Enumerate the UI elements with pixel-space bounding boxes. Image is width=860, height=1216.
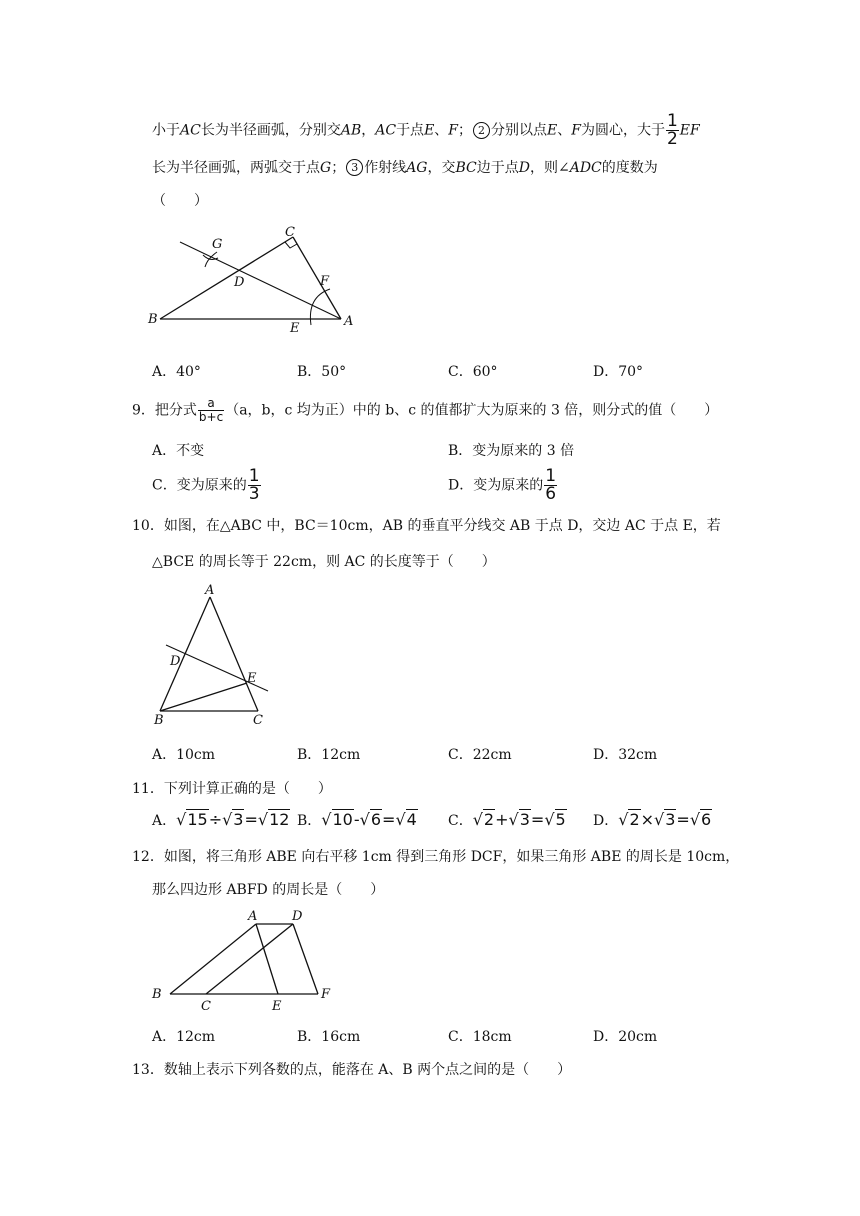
label-G: G [212, 237, 223, 252]
operator: × [640, 810, 655, 829]
q9-stem [132, 397, 718, 424]
q8-option-c[interactable]: C．60° [448, 364, 498, 380]
radicand: 3 [519, 810, 530, 829]
fraction-a-over-b-plus-c [198, 397, 224, 424]
label-C: C [201, 999, 211, 1014]
label-D: D [234, 275, 245, 290]
q12-option-d[interactable]: D．20cm [593, 1029, 658, 1045]
denominator: 6 [545, 484, 557, 504]
q13-stem: 13．数轴上表示下列各数的点，能落在 A、B 两个点之间的是（ ） [132, 1062, 572, 1078]
text: ； [331, 160, 346, 176]
radicand: 2 [483, 810, 495, 829]
label-C: C [253, 713, 263, 728]
numerator: 1 [248, 466, 260, 486]
q9-option-c[interactable] [152, 468, 262, 503]
symbol: D [518, 160, 530, 176]
symbol: G [320, 160, 332, 176]
text: C．变为原来的 [152, 477, 247, 494]
right-angle-mark [285, 242, 297, 248]
text: 、 [434, 122, 449, 139]
label-B: B [154, 713, 164, 728]
segment-BE [160, 683, 247, 711]
radicand: 3 [665, 810, 676, 829]
q10-figure [150, 583, 290, 728]
q12-stem-line-1: 12．如图，将三角形 ABE 向右平移 1cm 得到三角形 DCF，如果三角形 ABE 的周长是 10cm， [132, 849, 740, 865]
q12-figure [148, 906, 348, 1016]
text: ； [458, 122, 473, 139]
text: 边于点 [476, 160, 519, 176]
q8-option-a[interactable]: A．40° [152, 364, 201, 380]
fraction-one-third [248, 468, 261, 503]
text: 9．把分式 [132, 402, 197, 419]
q10-option-a[interactable]: A．10cm [152, 747, 216, 763]
operator: - [353, 810, 360, 829]
q10-option-b[interactable]: B．12cm [297, 747, 361, 763]
operator: ÷ [208, 810, 223, 829]
label-E: E [272, 999, 282, 1014]
sqrt-expression: √2×√3=√6 [618, 810, 712, 829]
segment-AB [170, 924, 256, 994]
sqrt-expression: √15÷√3=√12 [176, 810, 290, 829]
fraction-one-half [666, 113, 679, 148]
label-D: D [292, 909, 303, 924]
text: 于点 [396, 122, 425, 139]
symbol: AG [406, 160, 428, 176]
numerator: a [198, 397, 224, 411]
circled-number-2: 2 [473, 122, 490, 139]
q10-option-c[interactable]: C．22cm [448, 747, 512, 763]
circled-number-3: 3 [346, 159, 363, 176]
symbol: E [547, 122, 558, 139]
label-A: A [205, 583, 215, 598]
q11-option-d[interactable] [593, 810, 712, 830]
text: C． [448, 813, 473, 829]
radicand: 10 [332, 810, 353, 829]
segment-DF [293, 924, 318, 994]
symbol: BC [455, 160, 477, 176]
q11-option-b[interactable] [297, 810, 418, 830]
text: 分别以点 [491, 122, 548, 139]
q8-option-b[interactable]: B．50° [297, 364, 347, 380]
radicand: 2 [629, 810, 640, 829]
text: 为圆心，大于 [580, 122, 665, 139]
q9-option-b[interactable]: B．变为原来的 3 倍 [448, 443, 575, 459]
radicand: 3 [233, 810, 244, 829]
q11-stem: 11．下列计算正确的是（ ） [132, 781, 332, 797]
equals: = [676, 810, 690, 829]
label-D: D [170, 654, 181, 669]
numerator: 1 [545, 466, 557, 486]
label-A: A [248, 909, 258, 924]
label-B: B [148, 312, 158, 327]
q10-stem-line-1: 10．如图，在△ABC 中，BC＝10cm，AB 的垂直平分线交 AB 于点 D，交边 AC 于点 E，若 [132, 518, 721, 534]
text: D． [593, 813, 619, 829]
label-E: E [290, 321, 300, 336]
label-C: C [285, 225, 295, 240]
operator: + [495, 810, 509, 829]
radicand: 12 [269, 810, 290, 829]
text: ，交 [427, 160, 456, 176]
symbol: AC [180, 122, 201, 139]
denominator: b+c [198, 410, 224, 424]
symbol: ADC [569, 160, 602, 176]
text: 长为半径画弧，分别交 [200, 122, 341, 139]
radicand: 6 [701, 810, 712, 829]
text: 的度数为 [601, 160, 658, 176]
label-E: E [247, 671, 257, 686]
q8-line-1 [152, 113, 700, 148]
q9-option-a[interactable]: A．不变 [152, 443, 205, 459]
text: （a，b，c 均为正）中的 b、c 的值都扩大为原来的 3 倍，则分式的值（ ） [225, 402, 719, 419]
equals: = [530, 810, 545, 829]
text: ， [361, 122, 376, 139]
label-F: F [320, 274, 330, 289]
segment-AC [210, 597, 258, 711]
q10-option-d[interactable]: D．32cm [593, 747, 658, 763]
text: 小于 [152, 122, 180, 139]
text: D．变为原来的 [448, 477, 544, 494]
symbol: F [448, 122, 459, 139]
q8-answer-paren: （ ） [152, 193, 208, 209]
q12-option-a[interactable]: A．12cm [152, 1029, 216, 1045]
symbol: E [424, 122, 435, 139]
denominator: 3 [248, 484, 260, 504]
q8-figure [145, 222, 365, 342]
segment-AE [256, 924, 278, 994]
symbol: F [571, 122, 581, 139]
equals: = [382, 810, 396, 829]
segment-CA [293, 237, 341, 319]
text: 长为半径画弧，两弧交于点 [152, 160, 320, 176]
label-A: A [344, 314, 354, 329]
label-B: B [152, 987, 162, 1002]
radicand: 4 [406, 810, 417, 829]
sqrt-expression: √2+√3=√5 [472, 810, 566, 829]
text: B． [297, 813, 322, 829]
q8-line-2 [152, 157, 658, 177]
q9-option-d[interactable] [448, 468, 558, 503]
text: ，则∠ [529, 160, 570, 176]
label-F: F [321, 987, 331, 1002]
fraction-one-sixth [544, 468, 557, 503]
q12-option-b[interactable]: B．16cm [297, 1029, 361, 1045]
sqrt-expression: √10-√6=√4 [321, 810, 417, 829]
symbol: AC [375, 122, 397, 139]
radicand: 6 [370, 810, 382, 829]
q12-option-c[interactable]: C．18cm [448, 1029, 512, 1045]
symbol: AB [340, 122, 362, 139]
symbol: EF [679, 122, 700, 139]
ray-AG [180, 242, 341, 319]
text: A． [152, 813, 177, 829]
text: 作射线 [364, 160, 407, 176]
equals: = [244, 810, 258, 829]
q12-stem-line-2: 那么四边形 ABFD 的周长是（ ） [152, 882, 385, 898]
q8-option-d[interactable]: D．70° [593, 364, 644, 380]
q11-option-c[interactable] [448, 810, 567, 830]
radicand: 15 [187, 810, 208, 829]
q10-stem-line-2: △BCE 的周长等于 22cm，则 AC 的长度等于（ ） [152, 554, 496, 570]
q11-option-a[interactable] [152, 810, 290, 830]
numerator: 1 [666, 111, 678, 131]
denominator: 2 [666, 129, 678, 149]
segment-BC [160, 237, 293, 319]
radicand: 5 [555, 810, 566, 829]
text: 、 [557, 122, 572, 139]
segment-DC [206, 924, 293, 994]
